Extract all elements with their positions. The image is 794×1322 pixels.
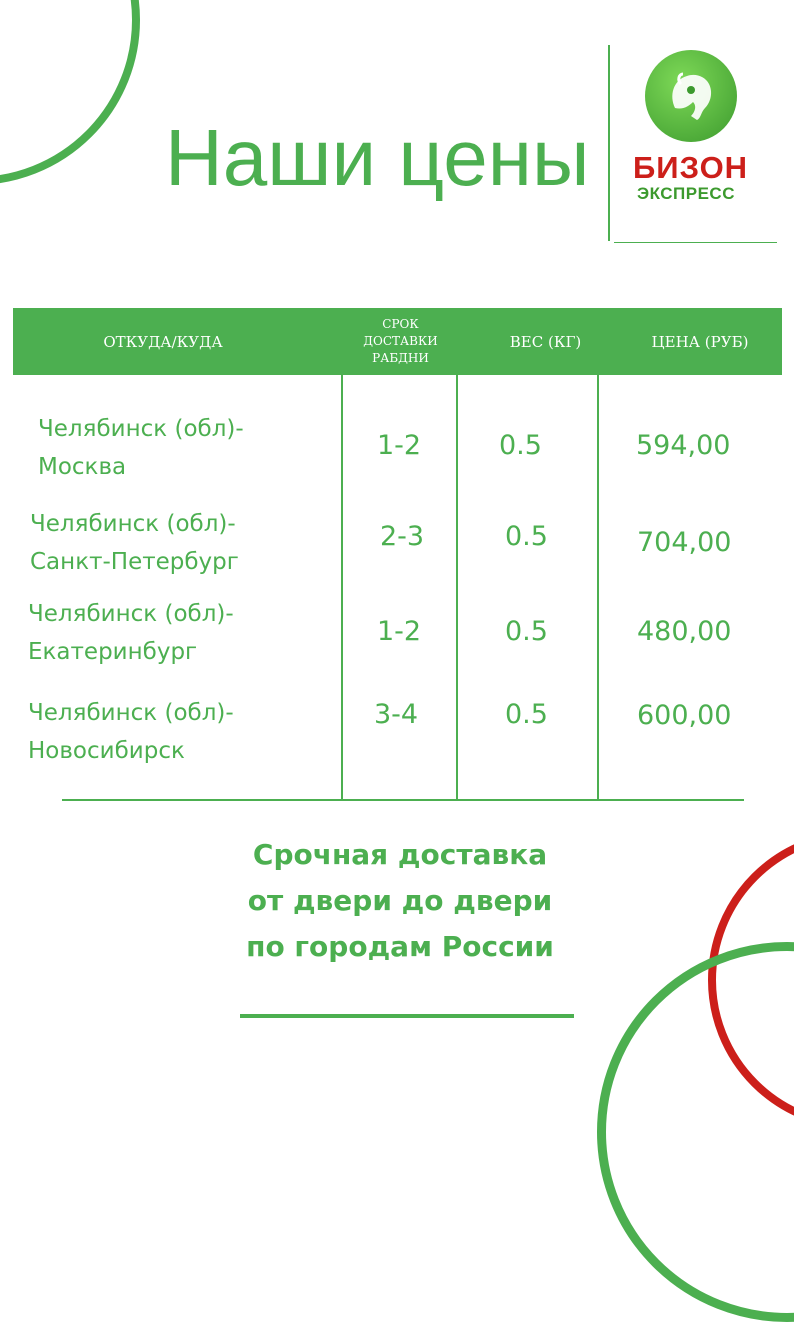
route-destination: Новосибирск: [28, 738, 185, 764]
header-price: ЦЕНА (РУБ): [651, 332, 749, 351]
row-price: 480,00: [637, 616, 732, 647]
row-term: 1-2: [377, 430, 422, 461]
logo-divider-horizontal: [614, 242, 777, 243]
route-origin: Челябинск (обл)-: [30, 511, 236, 537]
column-divider: [597, 375, 599, 800]
row-weight: 0.5: [505, 699, 548, 730]
footer-line: Срочная доставка: [252, 838, 548, 871]
row-term: 2-3: [380, 521, 425, 552]
table-row-route: [38, 410, 244, 486]
table-bottom-line: [62, 799, 744, 801]
route-destination: Москва: [38, 454, 127, 480]
route-destination: Екатеринбург: [28, 639, 198, 665]
footer-slogan: [200, 832, 600, 970]
row-weight: 0.5: [505, 616, 548, 647]
footer-line: по городам России: [246, 930, 554, 963]
header-weight: ВЕС (КГ): [509, 332, 582, 351]
column-divider: [456, 375, 458, 800]
route-origin: Челябинск (обл)-: [28, 700, 234, 726]
row-term: 3-4: [374, 699, 419, 730]
page-title: Наши цены: [165, 113, 590, 202]
row-weight: 0.5: [505, 521, 548, 552]
footer-line: от двери до двери: [247, 884, 553, 917]
bison-icon: [661, 66, 721, 126]
table-header: [13, 308, 782, 375]
logo-name: БИЗОН: [633, 150, 749, 185]
logo-emblem: [645, 50, 737, 142]
logo-divider-vertical: [608, 45, 610, 241]
route-origin: Челябинск (обл)-: [28, 601, 234, 627]
decorative-arc-top-left: [0, 0, 140, 185]
row-price: 594,00: [636, 430, 731, 461]
header-delivery-term: [343, 308, 458, 375]
row-term: 1-2: [377, 616, 422, 647]
header-from-to: ОТКУДА/КУДА: [103, 332, 223, 351]
table-row-route: [28, 595, 234, 671]
footer-underline: [240, 1014, 574, 1018]
table-row-route: [30, 505, 239, 581]
table-row-route: [28, 694, 234, 770]
column-divider: [341, 375, 343, 800]
decorative-arc-green-bottom: [597, 942, 794, 1322]
route-origin: Челябинск (обл)-: [38, 416, 244, 442]
header-term-line3: РАБДНИ: [372, 351, 429, 365]
row-weight: 0.5: [499, 430, 542, 461]
route-destination: Санкт-Петербург: [30, 549, 239, 575]
header-term-line1: СРОК: [382, 317, 419, 331]
logo-subtitle: ЭКСПРЕСС: [637, 184, 735, 203]
row-price: 704,00: [637, 527, 732, 558]
row-price: 600,00: [637, 700, 732, 731]
header-term-line2: ДОСТАВКИ: [363, 334, 438, 348]
